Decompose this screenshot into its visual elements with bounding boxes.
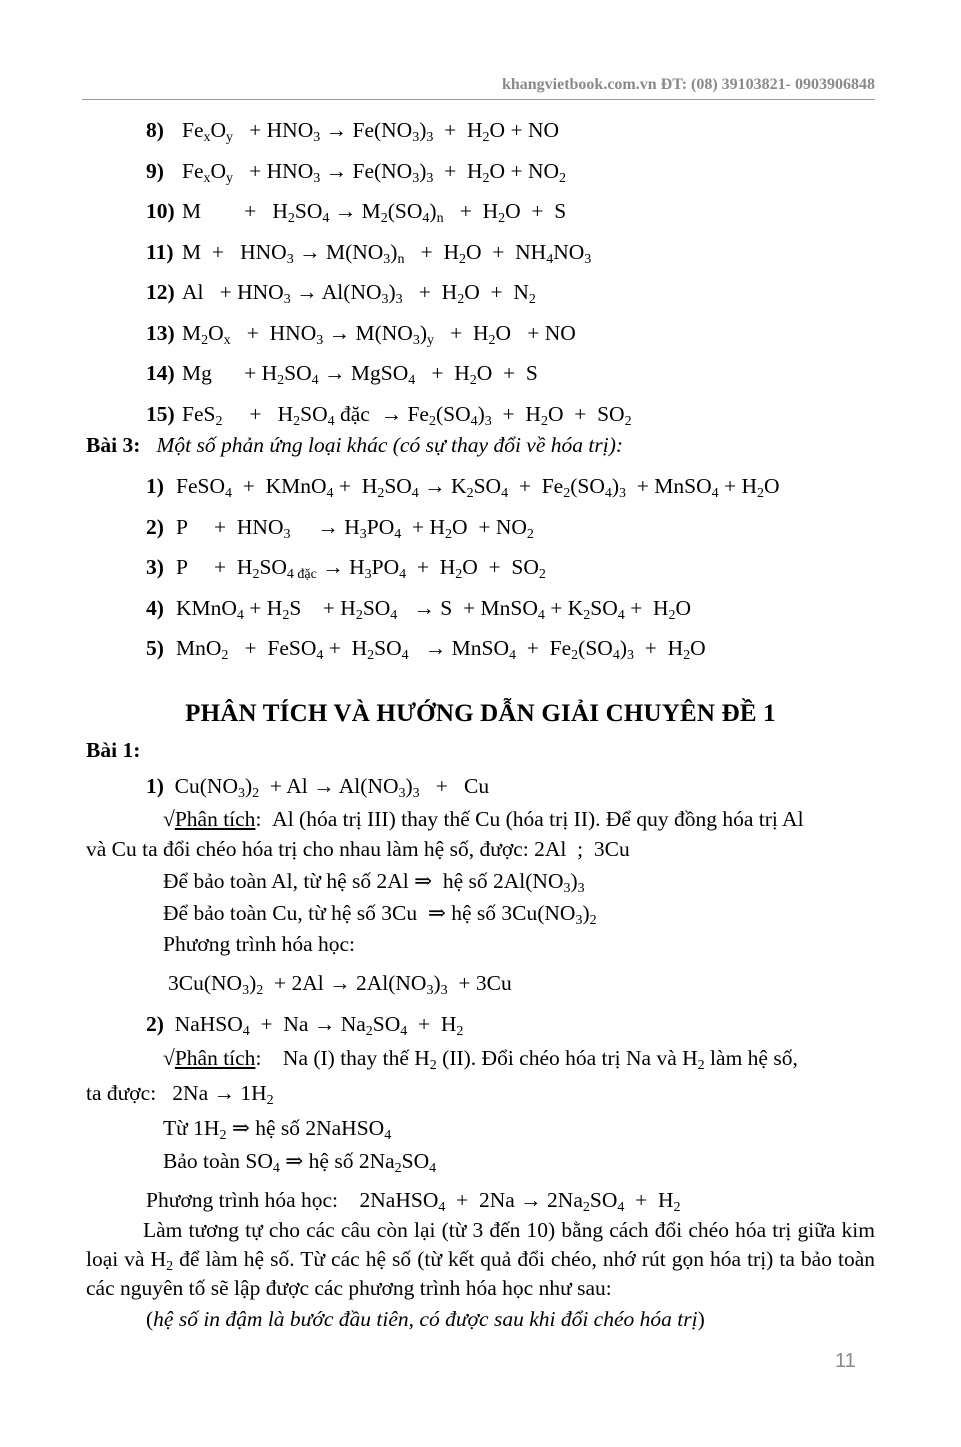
equation-row <box>146 279 536 305</box>
q1-equation <box>146 773 489 799</box>
note-text: hệ số in đậm là bước đầu tiên, có được sau khi đổi chéo hóa trị <box>153 1307 698 1331</box>
equation-number: 1) <box>146 474 164 498</box>
equation-number: 5) <box>146 636 164 660</box>
equation-formula: FeS$_2$ + $H_2SO_4$ đặc → $Fe_2(SO_4)_3 + H_2O + SO_2$ <box>182 401 632 429</box>
equation-number: 15) <box>146 401 175 426</box>
q2-line4: Bảo toàn $SO_4$ ⇒ hệ số $2Na_2SO_4$ <box>163 1149 437 1176</box>
equation-row <box>146 320 576 346</box>
closing-paragraph <box>86 1216 875 1303</box>
equation-formula: Mg + $H_2SO_4$ → MgSO$_4$ + $H_2O + S$ <box>182 361 538 388</box>
equation-row <box>146 473 780 499</box>
equation-formula: $M_2O_x + HNO_3 \to M(NO_3)_y + H_2O$ + NO <box>182 320 576 348</box>
q1-analysis-text: : Al (hóa trị III) thay thế Cu (hóa trị II). Để quy đồng hóa trị Al <box>255 807 804 831</box>
q2-analysis-line2: ta được: $2Na \to 1H_2$ <box>86 1081 274 1108</box>
equation-formula: $M + HNO_3 \to M(NO_3)_n + H_2O + NH_4NO_3$ <box>182 239 592 267</box>
equation-row <box>146 360 538 386</box>
equation-formula: P + $HNO_3$ → $H_3PO_4 + H_2O + NO_2$ <box>176 514 534 542</box>
section-title: PHÂN TÍCH VÀ HƯỚNG DẪN GIẢI CHUYÊN ĐỀ 1 <box>185 700 776 727</box>
q2-line3: Từ $1H_2$ ⇒ hệ số 2NaHSO$_4$ <box>163 1116 392 1143</box>
equation-row <box>146 635 706 661</box>
equation-number: 10) <box>146 199 175 223</box>
equation-number: 12) <box>146 280 175 304</box>
page-header: khangvietbook.com.vn ĐT: (08) 39103821- 0903906848 <box>501 76 875 93</box>
equation-formula: KMnO$_4$ + $H_2S$ + $H_2SO_4 \to S$ + MnSO$_4$ + $K_2SO_4 + H_2O$ <box>176 595 692 623</box>
q2-number: 2) <box>146 1012 164 1036</box>
equation-formula: P + $H_2SO_{4 đặc} \to H_3PO_4 + H_2O + SO_2$ <box>176 555 546 582</box>
equation-formula: $Fe_xO_y + HNO_3 \to Fe(NO_3)_3 + H_2O + NO_2$ <box>182 158 567 186</box>
q2-analysis-label: Phân tích <box>174 1046 256 1070</box>
q2-result-equation: Phương trình hóa học: 2NaHSO$_4$ + $2Na \to 2Na_2SO_4 + H_2$ <box>146 1188 681 1215</box>
equation-number: 14) <box>146 361 175 385</box>
bai1-label: Bài 1: <box>86 738 141 762</box>
equation-number: 9) <box>146 158 164 183</box>
q1-analysis-line2: và Cu ta đổi chéo hóa trị cho nhau làm hệ số, được: 2Al ; 3Cu <box>86 837 630 861</box>
equation-row <box>146 117 559 143</box>
header-rule <box>82 99 875 100</box>
equation-formula: $Fe_xO_y + HNO_3 \to Fe(NO_3)_3 + H_2O$ + NO <box>182 118 560 145</box>
equation-number: 3) <box>146 555 164 579</box>
checkmark-icon: √ <box>163 807 175 831</box>
q1-result-equation: $3Cu(NO_3)_2 + 2Al \to 2Al(NO_3)_3 + 3Cu$ <box>168 971 512 998</box>
bai3-colon: : <box>133 433 141 457</box>
q1-line3: Để bảo toàn Al, từ hệ số 2Al ⇒ hệ số $2Al(NO_3)_3$ <box>163 869 585 896</box>
equation-number: 2) <box>146 514 164 539</box>
bai3-description: Một số phản ứng loại khác (có sự thay đổi về hóa trị): <box>156 433 624 457</box>
equation-number: 11) <box>146 239 174 264</box>
q2-formula: NaHSO$_4$ + $Na \to Na_2SO_4 + H_2$ <box>174 1012 464 1039</box>
equation-formula: MnO$_2$ + FeSO$_4$ + $H_2SO_4$ → MnSO$_4$ + $Fe_2(SO_4)_3 + H_2O$ <box>176 636 706 663</box>
q1-analysis <box>163 806 804 832</box>
q1-line5: Phương trình hóa học: <box>163 932 356 956</box>
q2-equation <box>146 1011 463 1037</box>
note-open-paren: ( <box>146 1307 154 1331</box>
equation-row <box>146 595 691 621</box>
q1-number: 1) <box>146 774 164 798</box>
equation-formula: FeSO$_4$ + KMnO$_4$ + $H_2SO_4 \to K_2SO_4 + Fe_2(SO_4)_3$ + MnSO$_4$ + $H_2O$ <box>176 474 780 501</box>
bai3-label: Bài 3 <box>86 433 134 457</box>
page-number: 11 <box>835 1350 856 1372</box>
equation-number: 8) <box>146 118 164 142</box>
equation-formula: $Al + HNO_3 \to Al(NO_3)_3 + H_2O + N_2$ <box>182 280 536 307</box>
closing-text: Làm tương tự cho các câu còn lại (từ 3 đến 10) bằng cách đổi chéo hóa trị giữa kim loại và $H_2$ để làm hệ số. Từ các hệ số (từ kết quả đổi chéo, nhớ rút gọn hóa trị) ta bảo toàn các nguyên tố sẽ lập được các phương trình hóa học như sau: <box>86 1218 876 1300</box>
equation-row <box>146 514 534 540</box>
equation-row <box>146 401 632 427</box>
q1-analysis-label: Phân tích <box>174 807 256 831</box>
note-close-paren: ) <box>697 1307 705 1331</box>
equation-number: 4) <box>146 595 164 620</box>
q1-line4: Để bảo toàn Cu, từ hệ số 3Cu ⇒ hệ số $3Cu(NO_3)_2$ <box>163 901 597 928</box>
bai3-heading <box>86 432 623 458</box>
q2-analysis <box>163 1045 798 1071</box>
equation-row <box>146 239 591 265</box>
equation-row <box>146 198 566 224</box>
q1-formula: $Cu(NO_3)_2 + Al \to Al(NO_3)_3 + Cu$ <box>174 774 490 801</box>
q2-analysis-text: : Na (I) thay thế $H_2$ (II). Đổi chéo hóa trị Na và $H_2$ làm hệ số, <box>255 1046 798 1073</box>
equation-row <box>146 158 566 184</box>
closing-note <box>146 1306 705 1332</box>
equation-formula: M + $H_2SO_4 \to M_2(SO_4)_n + H_2O + S$ <box>182 199 567 226</box>
checkmark-icon: √ <box>163 1046 175 1070</box>
equation-number: 13) <box>146 320 175 345</box>
equation-row <box>146 554 546 580</box>
